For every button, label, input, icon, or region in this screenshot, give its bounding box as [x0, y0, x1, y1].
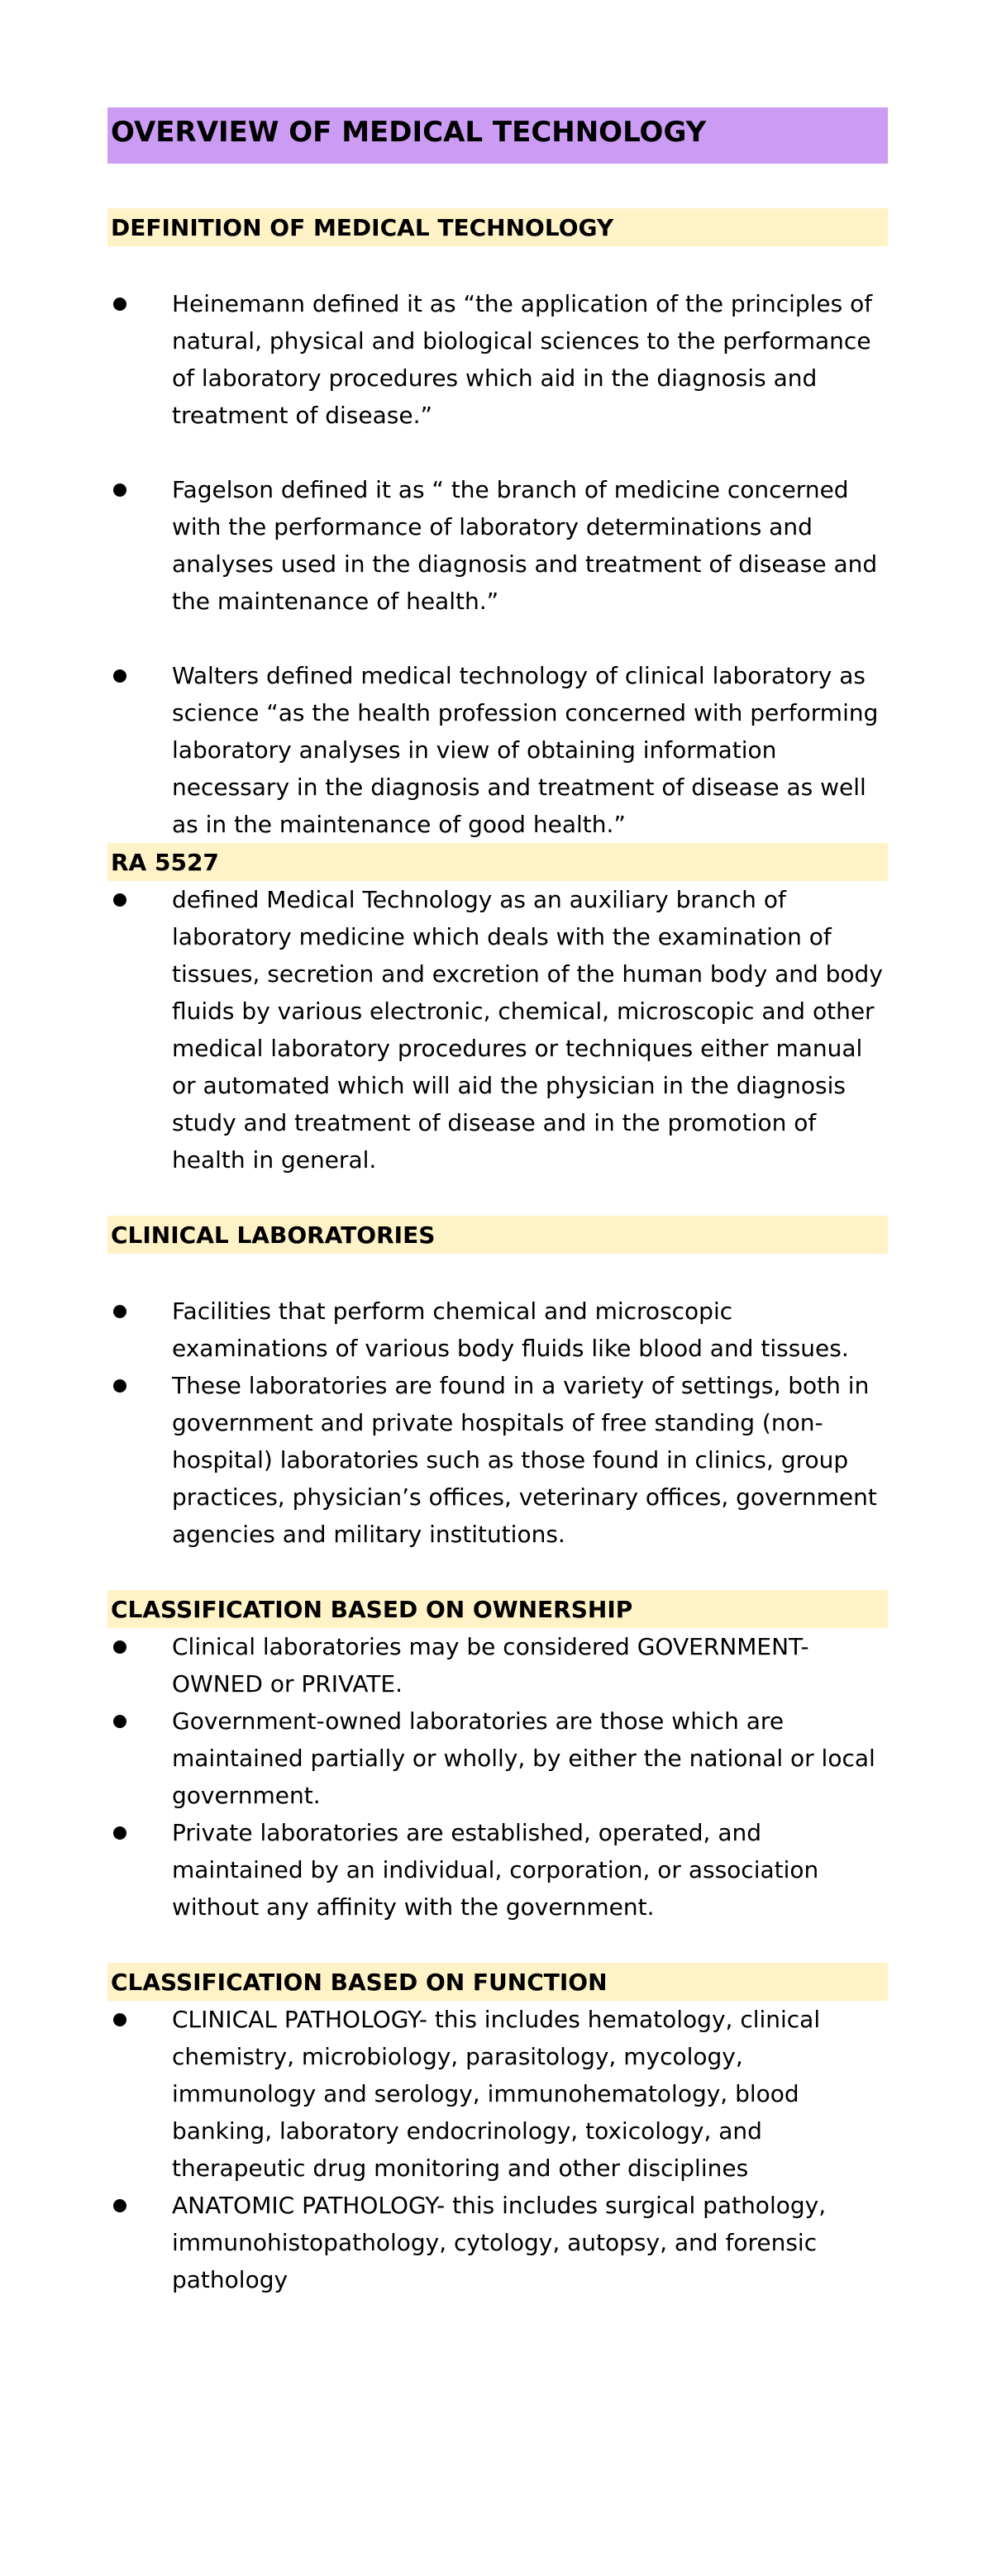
list-item: [107, 1628, 888, 1702]
list-item-text: These laboratories are found in a variety of settings, both in government and private hospitals of free standing (non-hospital) laboratories such as those found in clinics, group practices, physician’s offices, veterinary offices, government agencies and military institutions.: [172, 1372, 877, 1548]
section-heading-ra5527: RA 5527: [107, 843, 888, 881]
list-item: [107, 1702, 888, 1814]
list-item-text: Facilities that perform chemical and microscopic examinations of various body fluids like blood and tissues.: [172, 1298, 849, 1362]
list-item: [107, 1293, 888, 1367]
list-item: [107, 471, 888, 620]
list-item-text: CLINICAL PATHOLOGY- this includes hematology, clinical chemistry, microbiology, parasitology, mycology, immunology and serology, immunohematology, blood banking, laboratory endocrinology, toxicology, and therapeutic drug monitoring and other disciplines: [172, 2006, 821, 2182]
bullet-icon: [113, 1640, 126, 1654]
list-item: [107, 1367, 888, 1553]
bullet-icon: [113, 2013, 126, 2026]
bullet-icon: [113, 893, 126, 907]
list-item-text: ANATOMIC PATHOLOGY- this includes surgical pathology, immunohistopathology, cytology, autopsy, and forensic pathology: [172, 2192, 827, 2293]
list-item-text: Government-owned laboratories are those which are maintained partially or wholly, by either the national or local government.: [172, 1707, 875, 1809]
list-item: [107, 2187, 888, 2298]
ra5527-list: [107, 881, 888, 1178]
clinical-laboratories-list: [107, 1293, 888, 1553]
bullet-icon: [113, 1379, 126, 1393]
document-title: OVERVIEW OF MEDICAL TECHNOLOGY: [107, 107, 888, 164]
bullet-icon: [113, 483, 126, 497]
section-heading-function: CLASSIFICATION BASED ON FUNCTION: [107, 1963, 888, 2001]
bullet-icon: [113, 669, 126, 683]
bullet-icon: [113, 298, 126, 311]
list-item: [107, 881, 888, 1178]
list-item: [107, 657, 888, 843]
list-item-text: Clinical laboratories may be considered GOVERNMENT-OWNED or PRIVATE.: [172, 1633, 809, 1697]
bullet-icon: [113, 1826, 126, 1840]
bullet-icon: [113, 1715, 126, 1728]
bullet-icon: [113, 1305, 126, 1318]
list-item-text: Walters defined medical technology of clinical laboratory as science “as the health profession concerned with performing laboratory analyses in view of obtaining information necessary in the diagnosis and treatment of disease as well as in the maintenance of good health.”: [172, 662, 879, 838]
list-item: [107, 285, 888, 434]
section-heading-clinical-laboratories: CLINICAL LABORATORIES: [107, 1216, 888, 1254]
list-item: [107, 2001, 888, 2187]
ownership-list: [107, 1628, 888, 1926]
function-list: [107, 2001, 888, 2298]
section-heading-definition: DEFINITION OF MEDICAL TECHNOLOGY: [107, 208, 888, 246]
list-item-text: defined Medical Technology as an auxiliary branch of laboratory medicine which deals with the examination of tissues, secretion and excretion of the human body and body fluids by various electronic, chemical, microscopic and other medical laboratory procedures or techniques either manual or automated which will aid the physician in the diagnosis study and treatment of disease and in the promotion of health in general.: [172, 886, 883, 1174]
list-item-text: Fagelson defined it as “ the branch of medicine concerned with the performance of laboratory determinations and analyses used in the diagnosis and treatment of disease and the maintenance of health.”: [172, 476, 878, 615]
section-heading-ownership: CLASSIFICATION BASED ON OWNERSHIP: [107, 1590, 888, 1628]
list-item-text: Private laboratories are established, operated, and maintained by an individual, corporation, or association without any affinity with the government.: [172, 1819, 819, 1921]
definition-list: [107, 285, 888, 843]
list-item: [107, 1814, 888, 1926]
bullet-icon: [113, 2199, 126, 2212]
list-item-text: Heinemann defined it as “the application of the principles of natural, physical and biological sciences to the performance of laboratory procedures which aid in the diagnosis and treatment of disease.”: [172, 290, 873, 429]
document-page: [107, 107, 888, 2298]
